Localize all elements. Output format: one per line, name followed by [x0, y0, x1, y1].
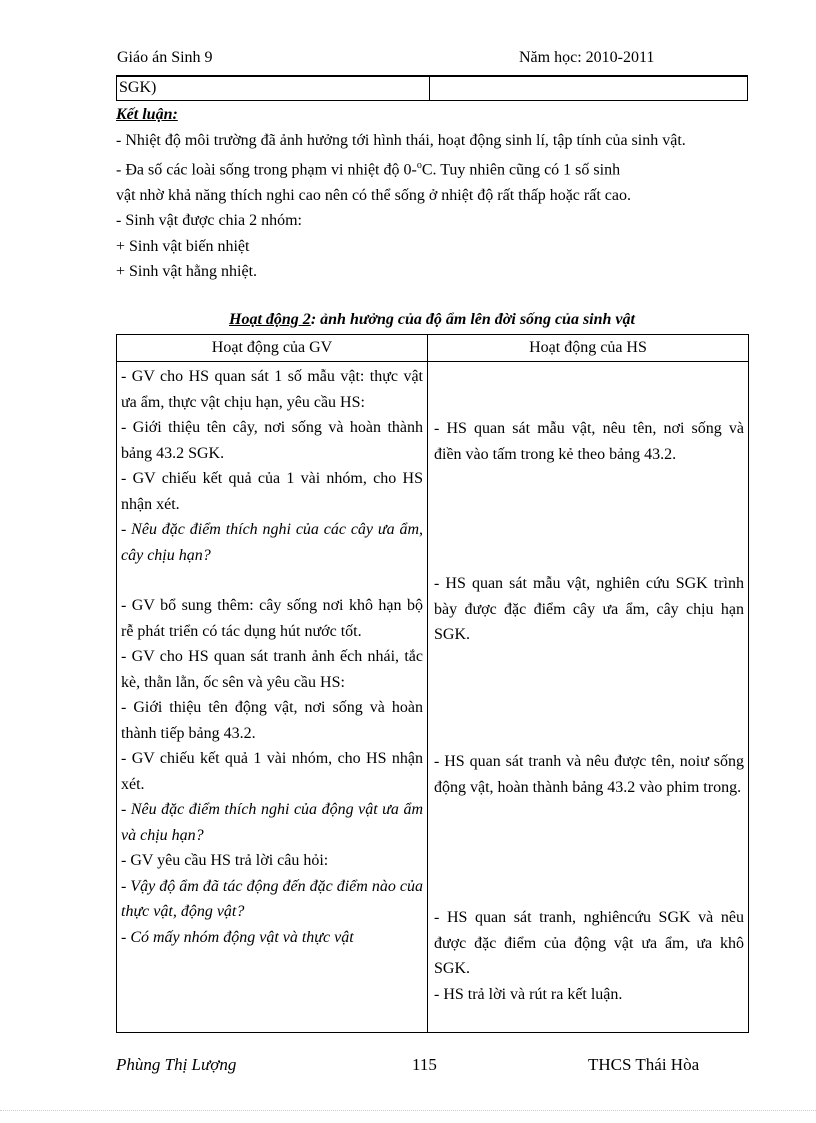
- page-number: 115: [412, 1055, 437, 1074]
- conclusion-line-2-end: C. Tuy nhiên cũng có 1 số sinh: [421, 161, 621, 179]
- gv-item-2: - Giới thiệu tên cây, nơi sống và hoàn thành bảng 43.2 SGK.: [121, 419, 423, 462]
- section-title-label: Hoạt động 2: [229, 311, 311, 328]
- conclusion-line-3: vật nhờ khả năng thích nghi cao nên có thể sống ở nhiệt độ rất thấp hoặc rất cao.: [116, 186, 631, 204]
- gv-spacer: [121, 568, 423, 593]
- section-title-text: : ảnh hưởng của độ ẩm lên đời sống của sinh vật: [310, 311, 635, 328]
- page-edge: [0, 1110, 816, 1111]
- activity-table: [116, 334, 749, 1033]
- gv-item-7: - Giới thiệu tên động vật, nơi sống và hoàn thành tiếp bảng 43.2.: [121, 699, 423, 742]
- gv-item-5: - GV bổ sung thêm: cây sống nơi khô hạn bộ rễ phát triển có tác dụng hút nước tốt.: [121, 597, 423, 640]
- gv-item-1: - GV cho HS quan sát 1 số mẫu vật: thực vật ưa ẩm, thực vật chịu hạn, yêu cầu HS:: [121, 368, 423, 411]
- section-title: [116, 308, 748, 332]
- conclusion-block: [116, 102, 738, 285]
- conclusion-line-1: - Nhiệt độ môi trường đã ảnh hưởng tới hình thái, hoạt động sinh lí, tập tính của sinh vật.: [116, 131, 686, 149]
- header-gv: Hoạt động của GV: [117, 335, 428, 362]
- hs-item-5: - HS trả lời và rút ra kết luận.: [434, 986, 623, 1003]
- gv-item-3: - GV chiếu kết quả của 1 vài nhóm, cho HS nhận xét.: [121, 470, 423, 513]
- header-right: Năm học: 2010-2011: [519, 49, 655, 66]
- conclusion-line-2-start: - Đa số các loài sống trong phạm vi nhiệt độ 0-: [116, 161, 417, 179]
- conclusion-title: Kết luận:: [116, 106, 178, 123]
- continued-cell-left: SGK): [117, 77, 430, 101]
- conclusion-line-2: [116, 153, 738, 183]
- hs-item-3: - HS quan sát tranh và nêu được tên, noiư sống động vật, hoàn thành bảng 43.2 vào phim trong.: [434, 753, 744, 796]
- hs-item-2: - HS quan sát mẫu vật, nghiên cứu SGK trình bày được đặc điểm cây ưa ẩm, cây chịu hạn SGK.: [434, 575, 744, 643]
- degree-mark: o: [416, 160, 422, 171]
- hs-item-4: - HS quan sát tranh, nghiêncứu SGK và nêu được đặc điểm của động vật ưa ẩm, ưa khô SGK.: [434, 909, 744, 977]
- conclusion-line-5: + Sinh vật biến nhiệt: [116, 237, 250, 255]
- gv-item-6: - GV cho HS quan sát tranh ảnh ếch nhái, tắc kè, thằn lằn, ốc sên và yêu cầu HS:: [121, 648, 423, 691]
- conclusion-line-6: + Sinh vật hằng nhiệt.: [116, 263, 258, 281]
- footer-author: Phùng Thị Lượng: [116, 1055, 237, 1074]
- gv-item-12: - Có mấy nhóm động vật và thực vật: [121, 928, 354, 946]
- continued-table: [116, 76, 748, 101]
- hs-item-1: - HS quan sát mẫu vật, nêu tên, nơi sống và điền vào tấm trong kẻ theo bảng 43.2.: [434, 420, 744, 463]
- gv-item-8: - GV chiếu kết quả 1 vài nhóm, cho HS nhận xét.: [121, 750, 423, 793]
- continued-cell-right: [430, 77, 748, 101]
- header-hs: Hoạt động của HS: [428, 335, 749, 362]
- header-left: Giáo án Sinh 9: [117, 49, 213, 66]
- conclusion-line-4: - Sinh vật được chia 2 nhóm:: [116, 212, 302, 230]
- gv-item-9: - Nêu đặc điểm thích nghi của động vật ưa ẩm và chịu hạn?: [121, 801, 423, 844]
- footer-school: THCS Thái Hòa: [588, 1055, 700, 1074]
- gv-item-10: - GV yêu cầu HS trả lời câu hỏi:: [121, 852, 329, 869]
- hs-column: [428, 362, 749, 1033]
- gv-column: [117, 362, 428, 1033]
- gv-item-4: - Nêu đặc điểm thích nghi của các cây ưa ẩm, cây chịu hạn?: [121, 521, 423, 564]
- gv-item-11: - Vậy độ ẩm đã tác động đến đặc điểm nào của thực vật, động vật?: [121, 877, 423, 920]
